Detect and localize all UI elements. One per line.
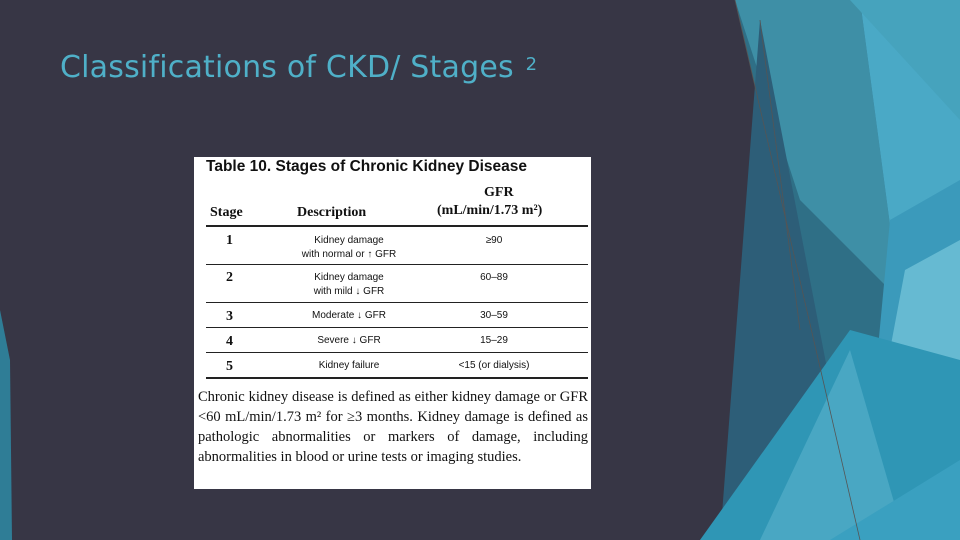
row-2-description-line2: with mild ↓ GFR (313, 286, 385, 297)
row-5-description: Kidney failure (318, 360, 380, 371)
row-1-description-line1: Kidney damage (314, 235, 384, 246)
table-bottom-rule (206, 377, 588, 379)
ckd-stages-table-image (194, 157, 591, 489)
table-title: Table 10. Stages of Chronic Kidney Disease (206, 158, 528, 175)
row-rule-4 (206, 352, 588, 353)
header-gfr-units: (mL/min/1.73 m²) (437, 203, 543, 218)
table-footnote: Chronic kidney disease is defined as either kidney damage or GFR <60 mL/min/1.73 m² for ≥3 months. Kidney damage is defined as pathologic abnormalities or markers of damage, including abnormalities in blood or urine tests or imaging studies. (198, 389, 588, 465)
row-3-gfr: 30–59 (480, 310, 508, 321)
row-rule-3 (206, 327, 588, 328)
row-5-stage: 5 (226, 359, 233, 374)
row-1-stage: 1 (226, 233, 233, 248)
header-description: Description (297, 205, 367, 220)
header-rule (206, 225, 588, 227)
slide-title-text: Classifications of CKD/ Stages (60, 50, 514, 85)
header-gfr: GFR (484, 185, 514, 200)
row-4-description: Severe ↓ GFR (317, 335, 381, 346)
row-4-gfr: 15–29 (480, 335, 508, 346)
row-3-stage: 3 (226, 309, 233, 324)
row-rule-2 (206, 302, 588, 303)
header-stage: Stage (210, 205, 243, 220)
slide-title (60, 50, 537, 85)
slide-title-superscript: 2 (525, 54, 538, 75)
row-5-gfr: <15 (or dialysis) (458, 360, 530, 371)
row-1-description-line2: with normal or ↑ GFR (301, 249, 397, 260)
row-2-gfr: 60–89 (480, 272, 508, 283)
row-2-description-line1: Kidney damage (314, 272, 384, 283)
row-1-gfr: ≥90 (485, 235, 503, 246)
row-2-stage: 2 (226, 270, 233, 285)
row-3-description: Moderate ↓ GFR (312, 310, 386, 321)
row-4-stage: 4 (226, 334, 233, 349)
row-rule-1 (206, 264, 588, 265)
bg-facet-left (0, 310, 12, 540)
